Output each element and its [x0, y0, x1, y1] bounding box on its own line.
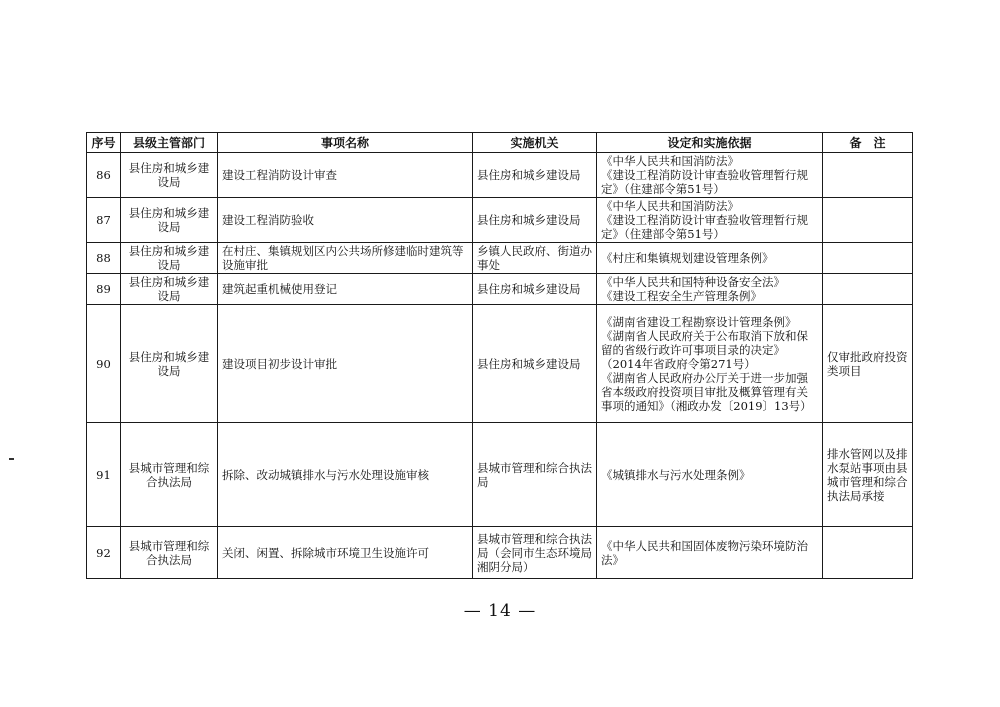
table-row [87, 305, 913, 423]
row-dept: 县城市管理和综合执法局 [121, 527, 218, 579]
row-dept: 县住房和城乡建设局 [121, 243, 218, 274]
basis-line: 《中华人民共和国消防法》 [601, 199, 739, 213]
row-basis [597, 305, 823, 423]
margin-mark [9, 458, 14, 460]
row-note [823, 274, 913, 305]
row-note [823, 243, 913, 274]
row-no: 87 [87, 198, 121, 243]
row-org: 县城市管理和综合执法局（会同市生态环境局湘阴分局） [473, 527, 597, 579]
row-name: 在村庄、集镇规划区内公共场所修建临时建筑等设施审批 [218, 243, 473, 274]
basis-line: 《湖南省人民政府关于公布取消下放和保留的省级行政许可事项目录的决定》（2014年省政府令第271号） [601, 328, 808, 371]
basis-line: 《中华人民共和国固体废物污染环境防治法》 [601, 538, 808, 567]
row-note: 排水管网以及排水泵站事项由县城市管理和综合执法局承接 [823, 423, 913, 527]
table-row [87, 198, 913, 243]
table-row [87, 243, 913, 274]
header-org: 实施机关 [473, 133, 597, 153]
table-row [87, 274, 913, 305]
row-basis [597, 527, 823, 579]
row-note [823, 198, 913, 243]
row-org: 县住房和城乡建设局 [473, 198, 597, 243]
table-row [87, 527, 913, 579]
row-basis [597, 274, 823, 305]
basis-line: 《湖南省人民政府办公厅关于进一步加强省本级政府投资项目审批及概算管理有关事项的通知》（湘政办发〔2019〕13号） [601, 370, 812, 413]
basis-line: 《中华人民共和国特种设备安全法》 [601, 275, 785, 289]
row-note: 仅审批政府投资类项目 [823, 305, 913, 423]
row-name: 建筑起重机械使用登记 [218, 274, 473, 305]
basis-line: 《建设工程安全生产管理条例》 [601, 289, 762, 303]
row-dept: 县住房和城乡建设局 [121, 274, 218, 305]
row-dept: 县住房和城乡建设局 [121, 198, 218, 243]
row-name: 关闭、闲置、拆除城市环境卫生设施许可 [218, 527, 473, 579]
row-dept: 县住房和城乡建设局 [121, 153, 218, 198]
row-basis [597, 153, 823, 198]
header-basis: 设定和实施依据 [597, 133, 823, 153]
row-name: 建设工程消防验收 [218, 198, 473, 243]
row-no: 86 [87, 153, 121, 198]
header-no: 序号 [87, 133, 121, 153]
basis-line: 《城镇排水与污水处理条例》 [601, 467, 751, 482]
page-number: — 14 — [463, 601, 537, 621]
row-note [823, 527, 913, 579]
row-dept: 县住房和城乡建设局 [121, 305, 218, 423]
basis-line: 《建设工程消防设计审查验收管理暂行规定》（住建部令第51号） [601, 168, 808, 196]
row-name: 建设项目初步设计审批 [218, 305, 473, 423]
row-org: 县住房和城乡建设局 [473, 153, 597, 198]
row-no: 91 [87, 423, 121, 527]
row-basis [597, 423, 823, 527]
row-dept: 县城市管理和综合执法局 [121, 423, 218, 527]
row-note [823, 153, 913, 198]
row-basis [597, 198, 823, 243]
basis-line: 《中华人民共和国消防法》 [601, 154, 739, 168]
header-name: 事项名称 [218, 133, 473, 153]
basis-line: 《村庄和集镇规划建设管理条例》 [601, 251, 774, 265]
row-name: 建设工程消防设计审查 [218, 153, 473, 198]
row-basis [597, 243, 823, 274]
table-row [87, 423, 913, 527]
row-no: 92 [87, 527, 121, 579]
header-note: 备 注 [823, 133, 913, 153]
row-org: 乡镇人民政府、街道办事处 [473, 243, 597, 274]
row-org: 县住房和城乡建设局 [473, 274, 597, 305]
basis-line: 《湖南省建设工程勘察设计管理条例》 [601, 314, 797, 329]
row-org: 县城市管理和综合执法局 [473, 423, 597, 527]
row-no: 88 [87, 243, 121, 274]
row-org: 县住房和城乡建设局 [473, 305, 597, 423]
table-header-row [87, 133, 913, 153]
header-dept: 县级主管部门 [121, 133, 218, 153]
table-row [87, 153, 913, 198]
basis-line: 《建设工程消防设计审查验收管理暂行规定》（住建部令第51号） [601, 213, 808, 241]
row-no: 89 [87, 274, 121, 305]
row-name: 拆除、改动城镇排水与污水处理设施审核 [218, 423, 473, 527]
row-no: 90 [87, 305, 121, 423]
approval-items-table [86, 132, 913, 579]
